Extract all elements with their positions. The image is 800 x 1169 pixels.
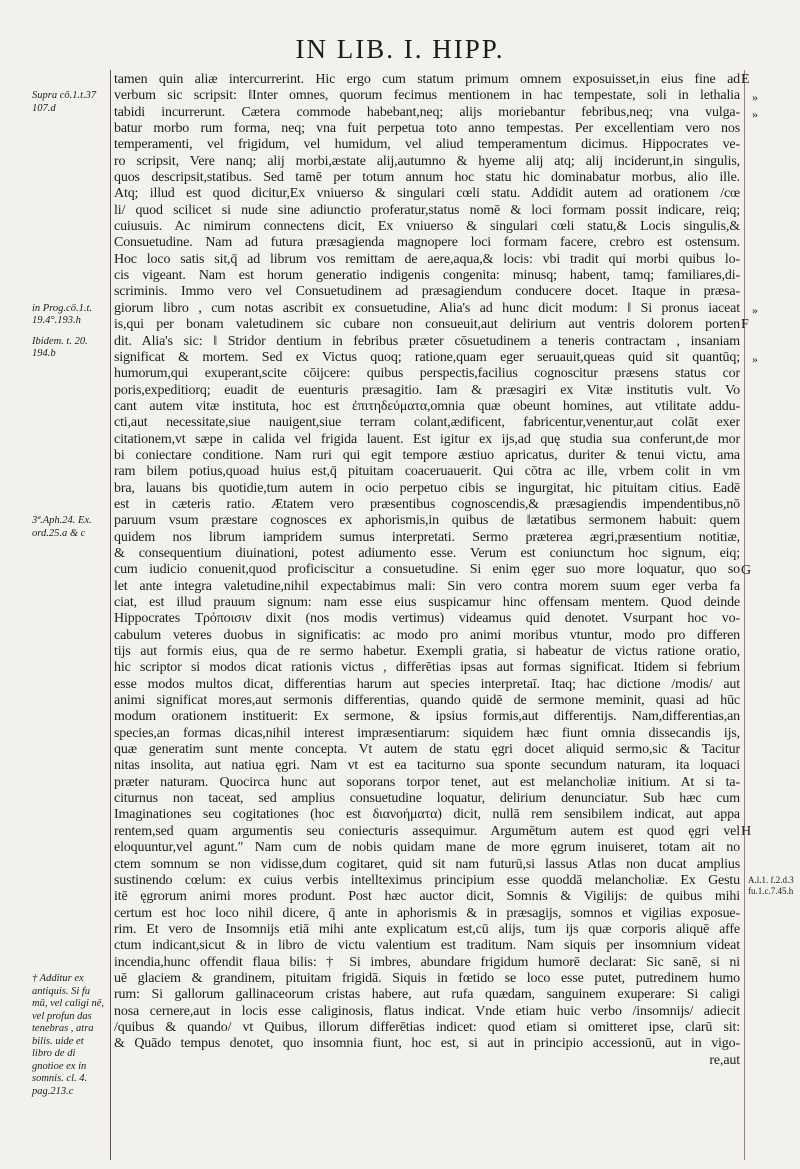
text-line: præter naturam. Quocirca hunc aut soporans torpor tenet, aut est melancholiæ initium. At si ta-: [114, 774, 740, 790]
text-line: li/ quod scilicet si nude sine adiunctio proferatur,status nomē & loci formam possit indicare, reiq;: [114, 202, 740, 218]
right-margin-rule: [744, 70, 745, 1160]
text-line: humorum,qui exuperant,scite cōijcere: quibus perspectis,facilius cognoscitur præsens status cor: [114, 366, 740, 382]
text-line: bi coniectare conditione. Nam ruri qui egit tempore æstiuo apricatus, duriter & tenui victu, ama: [114, 447, 740, 463]
text-line: ctum indicant,sicut & in libro de victu valentium est traditum. Nam siquis per insomnium videat: [114, 938, 740, 954]
text-line: tabidi incurrerunt. Cætera commode habebant,neq; alijs moriebantur febribus,neq; vna vulga-: [114, 104, 740, 120]
text-line: paruum vsum præstare cognosces ex aphorismis,in quibus de ‖ætatibus sermonem habuit: quem: [114, 513, 740, 529]
text-line: uē glaciem & grandinem, pituitam frigidā. Siquis in fœtido se loco esse putet, putredinem humo: [114, 970, 740, 986]
text-line: ram bilem potius,quoad huius est,q̄ pituitam coaceruauerit. Qui cōtra ac ille, vrbem colit in vm: [114, 464, 740, 480]
left-margin-note: Ibidem. t. 20. 194.b: [32, 335, 88, 360]
section-letter: G: [741, 562, 752, 578]
text-line: & Quādo tempus denotet, quo insomnia fiunt, hoc est, si aut in principio accessionū, aut in vigo-: [114, 1036, 740, 1052]
text-line: significat & mortem. Sed ex Victus quoq; ratione,quam eger seruauit,queas quid sit quantūq;: [114, 349, 740, 365]
quote-mark: »: [752, 351, 758, 366]
text-line: esse modos multos dicat, differentias harum aut species interpretaī. Itaq; hac dictione /modis/ aut: [114, 676, 740, 692]
text-line: itē ęgrorum animi mores produnt. Post hæc auctor dicit, Somnis & Vigilijs: de quibus mihi: [114, 889, 740, 905]
section-letter: E: [741, 72, 750, 87]
text-line: Atq; illud est quod dicitur,Ex vniuerso & singulari cœli statu. Addidit autem ad orationem /cœ: [114, 186, 740, 202]
text-line: rum: Si gallorum gallinaceorum cristas habere, aut rufa quædam, sanguinem exuperare: Si caligi: [114, 987, 740, 1003]
running-head: IN LIB. I. HIPP.: [295, 34, 505, 64]
text-line: cant autem vitæ instituta, hoc est ἐπιτηδεύματα,omnia quæ obeunt homines, aut vtilitate addu-: [114, 398, 740, 414]
quote-mark: »: [752, 106, 758, 121]
text-line: Hoc loco satis sit,q̄ ad librum vos remittam de aere,aqua,& locis: vbi tradit qui morbi quibus lo-: [114, 251, 740, 267]
text-line: eloquuntur,vel agunt.″ Nam cum de nobis quidam mane de more ęgrum inuiseret, totam ait no: [114, 840, 740, 856]
section-letter: F: [741, 317, 749, 333]
text-line: rentem,sed quam argumentis seu coniecturis assequimur. Argumētum autem est quod ęgri vel: [114, 823, 740, 839]
text-line: rim. Et vero de Insomnijs etiā mihi ante explicatum est,cū alijs, tum ijs quæ corporis aliquē affe: [114, 921, 740, 937]
text-line: cum iudicio conuenit,quod proficiscitur a consuetudine. Si enim ęger suo more loquatur, quo so: [114, 562, 740, 578]
text-line: tamen quin aliæ intercurrerint. Hic ergo cum statum primum omnem exposuisset,in eius fine ad: [114, 72, 740, 87]
text-line: giorum libro , cum notas ascribit ex consuetudine, Alia's ad hunc dicit modum: ‖ Si pronus iaceat: [114, 300, 740, 316]
text-line: cabulum veteres duobus in significatis: ac modo pro animi moribus vtuntur, modo pro differen: [114, 627, 740, 643]
text-line: citationem,vt sæpe in calida vel frigida lauent. Est igitur ex ijs,ad quę studia sua conferunt,de mor: [114, 431, 740, 447]
text-line: scriminis. Immo vero vel Consuetudinem ad præsagiendum conducere docet. Itaque in præsa-: [114, 284, 740, 300]
text-line: poris,expeditiorq; euadit de euenturis præsagitio. Iam & præsagiri ex Vitæ institutis vult. Vo: [114, 382, 740, 398]
section-letter: H: [741, 824, 752, 840]
text-line: est in cæteris ratio. Ætatem vero præsentibus cognoscendis,& præsagiendis impendentibus,nō: [114, 496, 740, 512]
text-line: quæ generatim sunt mente concepta. Vt autem de statu ęgri docet aliquid sermo,sic & Tacitur: [114, 742, 740, 758]
text-line: nosa cernere,aut in locis esse caliginosis, flatus indicat. Vnde etiam huic verbo /insomnijs/ adiecit: [114, 1003, 740, 1019]
left-margin-note: 3ª.Aph.24. Ex. ord.25.a & c: [32, 515, 92, 539]
text-line: temperamenti, vel frigidum, vel humidum, vel aliud temperamentum dicimus. Hippocrates ve-: [114, 137, 740, 153]
text-line: modum orationem instituerit: Ex sermone, & ipsius formis,aut differentijs. Nam,differentias,an: [114, 709, 740, 725]
quote-mark: »: [752, 302, 758, 317]
text-line: dit. Alia's sic: ‖ Stridor dentium in febribus præter cōsuetudinem a teneris contractam , insaniam: [114, 333, 740, 349]
text-line: quos descripsit,statibus. Sed tamē per totum annum hoc statu hic dominabatur morbus, alio ille.: [114, 170, 740, 186]
left-margin-note: Supra cō.1.t.37 107.d: [32, 90, 97, 114]
left-margin-rule: [110, 70, 111, 1160]
text-line: Hippocrates Τρόποισιν dixit (nos modis vertimus) videamus quid denotet. Vsurpant hoc vo-: [114, 611, 740, 627]
text-line: incendia,hunc offendit flaua bilis: † Si imbres, abundare frigidum humorē declarat: Sic sanē, si ni: [114, 954, 740, 970]
text-line: cuiusuis. Ac nimirum connectens dicit, Ex vniuerso & singulari cœli statu,& Locis singulis,&: [114, 219, 740, 235]
text-line: nitas insolita, aut natiua ęgri. Nam vt est ea taciturno sua sponte secundum naturam, ita loquaci: [114, 758, 740, 774]
text-line: citurnus non taceat, sed amplius consuetudine loquatur, delirium denunciatur. Sub hæc cum: [114, 791, 740, 807]
quote-mark: »: [752, 90, 758, 105]
text-line: species,an formas dicas,nihil interest impræsentiarum: siquidem hæc fiunt omnia dissecandis ijs,: [114, 725, 740, 741]
text-line: & consequentium diuinationi, potest adiumento esse. Verum est coniunctum hoc signum, eiq;: [114, 545, 740, 561]
text-line: re,aut: [709, 1052, 740, 1068]
text-line: sustinendo cœlum: ex cuius verbis intellteximus principium esse quoddā melancholiæ. Ex Gestu: [114, 872, 740, 888]
right-margin-note: A.l.1. f.2.d.3 fu.1.c.7.45.h: [748, 875, 794, 897]
text-line: quidem nos librum iampridem sumus interpretati. Sermo præterea ægri,præsentium notitiæ,: [114, 529, 740, 545]
text-line: certum est hoc loco nihil dicere, q̄ ante in aphorismis & in præsagijs, somnos et vigilias exposue-: [114, 905, 740, 921]
text-line: cis vigeant. Nam est horum generatio indigenis congenita: minusq; habent, tamq; familiares,di-: [114, 268, 740, 284]
text-line: Consuetudine. Nam ad futura præsagienda magnopere loci formam facere, crebro est ostensum.: [114, 235, 740, 251]
text-line: hic scriptor si modos dicat rationis victus , differētias ipsas aut formas significat. Itidem si febrium: [114, 660, 740, 676]
text-line: /quibus & quando/ vt Quibus, illorum differētias indicet: quod etiam si omitteret ipse, clarū sit:: [114, 1019, 740, 1035]
text-line: ro scripsit, Vere nanq; alij morbi,æstate alij,autumno & hyeme alij atq; alij inciderunt,in singulis,: [114, 153, 740, 169]
text-line: batur morbo rum forma, neq; vna fuit perpetua toto anno tempestas. Per excellentiam vero nos: [114, 121, 740, 137]
text-line: Imaginationes seu cogitationes (hoc est διανοήματα) dicit, nullā rem sensibilem indicat, aut appa: [114, 807, 740, 823]
text-line: ctem somnum se non vidisse,dum cogitaret, quid sit nam futurū,si lassus Atlas non ducat amplius: [114, 856, 740, 872]
text-line: is,qui per bonam valetudinem sic cubare non consueuit,aut delirium aut ventris dolorem porten: [114, 317, 740, 333]
text-line: animi significat mores,aut sermonis differentias, quando quidē de sermone meminit, quasi ad hūc: [114, 693, 740, 709]
body-text-column: [114, 72, 740, 1069]
text-line: tijs aut formis eius, qua de re sermo habetur. Exempli gratia, si habeatur de victus ratione oratio,: [114, 644, 740, 660]
text-line: cti,aut necessitate,siue nauigent,siue terram colant,ædificent, fabricentur,venentur,aut colāt exer: [114, 415, 740, 431]
left-margin-note: † Additur ex antiquis. Si fu mū, vel caligi nē, vel profun das tenebras , atra bilis. uide et libro de di gnotioe ex in somnis. cl. 4. pag.213.c: [32, 973, 105, 1097]
left-margin-note: in Prog.cō.1.t. 19.4°.193.h: [32, 302, 92, 327]
text-line: bra, lauans bis quotidie,tum autem in ocio perpetuo cibis se ingurgitat, hic pituitam citius. Eadē: [114, 480, 740, 496]
text-line: verbum sic scripsit: ‖Inter omnes, quorum fecimus mentionem in hac tempestate, soli in lethalia: [114, 88, 740, 104]
text-line: let ante integra valetudine,nihil expectabimus mali: Sin vero contra morem suum eger verba fa: [114, 578, 740, 594]
text-line: ciat, est illud prauum signum: nam esse eius suspicamur hinc offensam mentem. Quod deinde: [114, 595, 740, 610]
